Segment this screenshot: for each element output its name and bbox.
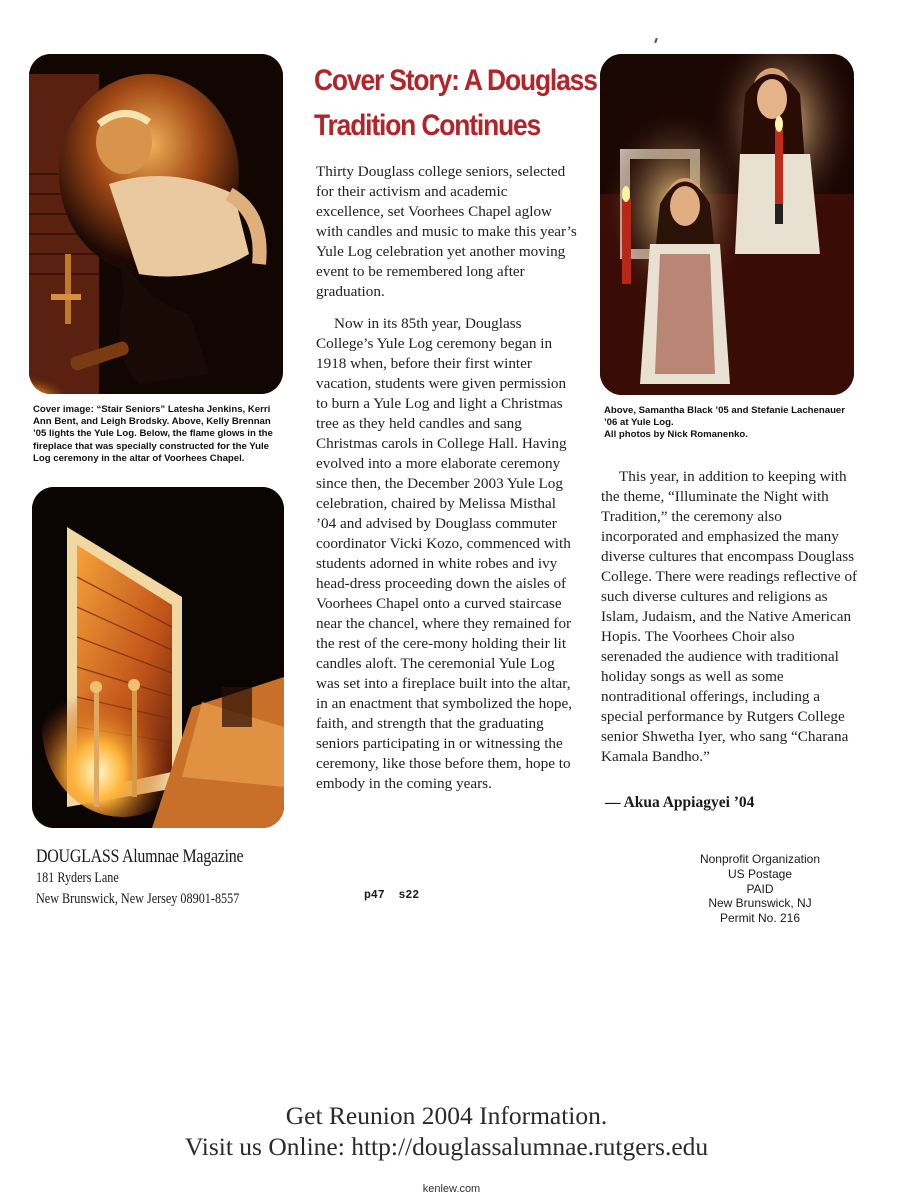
- address-city: New Brunswick, New Jersey 08901-8557: [36, 891, 240, 907]
- article-title-line1: Cover Story: A Douglass: [314, 64, 597, 97]
- postage-line-4: New Brunswick, NJ: [708, 896, 812, 911]
- photo-fireplace-flame: [32, 487, 284, 828]
- article-title-line2: Tradition Continues: [314, 109, 541, 142]
- article-body-middle: [316, 162, 579, 806]
- caption-left-photos: [33, 404, 285, 465]
- return-address: [36, 846, 283, 910]
- print-speck: [654, 38, 658, 43]
- magazine-title: DOUGLASS Alumnae Magazine: [36, 846, 244, 867]
- mailing-code: p47 s22: [364, 889, 420, 902]
- caption-right-line1: Above, Samantha Black ’05 and Stefanie Lachenauer ’06 at Yule Log.: [604, 405, 845, 429]
- promo-line-1: Get Reunion 2004 Information.: [285, 1101, 608, 1130]
- article-byline: — Akua Appiagyei ’04: [605, 794, 755, 811]
- article-paragraph-3: This year, in addition to keeping with the theme, “Illuminate the Night with Tradition,” the ceremony also incorporated and emphasized the many diverse cultures that encompass Douglass College. There were readings reflective of such diverse cultures and religions as Islam, Judaism, and the Native American Hopis. The Voorhees Choir also serenaded the audience with traditional holiday songs as well as some nontraditional offerings, including a special performance by Rutgers College senior Shwetha Iyer, who sang “Charana Kamala Bandho.”: [601, 468, 858, 765]
- postage-line-5: Permit No. 216: [719, 911, 801, 926]
- promo-line-2: Visit us Online: http://douglassalumnae.rutgers.edu: [184, 1132, 709, 1161]
- caption-right-photo: [604, 405, 854, 442]
- photo-students-with-candles: [600, 54, 854, 395]
- footer-site-credit: kenlew.com: [422, 1183, 481, 1195]
- address-street: 181 Ryders Lane: [36, 870, 119, 886]
- article-paragraph-2: Now in its 85th year, Douglass College’s Yule Log ceremony began in 1918 when, before their first winter vacation, students were given permission to burn a Yule Log and light a Christmas tree as they held candles and sang Christmas carols in College Hall. Having evolved into a more elaborate ceremony since then, the December 2003 Yule Log celebration, chaired by Melissa Misthal ’04 and advised by Douglass commuter coordinator Vicki Kozo, commenced with students adorned in white robes and ivy head-dress proceeding down the aisles of Voorhees Chapel onto a curved staircase near the chancel, where they remained for the rest of the cere-mony holding their lit candles aloft. The ceremonial Yule Log was set into a fireplace built into the altar, in an enactment that symbolized the hope, faith, and strength that the graduating seniors participating in or witnessing the ceremony, like those before them, hope to embody in the coming years.: [316, 315, 572, 792]
- postage-line-2: US Postage: [727, 866, 793, 881]
- postage-line-3: PAID: [746, 881, 774, 896]
- article-paragraph-1: Thirty Douglass college seniors, selected for their activism and academic excellence, set Voorhees Chapel aglow with candles and music to make this year’s Yule Log celebration yet another moving event to be remembered long after graduation.: [316, 163, 577, 300]
- caption-right-credit: All photos by Nick Romanenko.: [604, 429, 748, 441]
- postage-indicia: [695, 852, 825, 926]
- photo-lighting-yule-log: [29, 54, 283, 394]
- reunion-promo: [0, 1100, 893, 1162]
- caption-left-text: Cover image: “Stair Seniors” Latesha Jenkins, Kerri Ann Bent, and Leigh Brodsky. Above, Kelly Brennan ’05 lights the Yule Log. Below, the flame glows in the fireplace that was specially constructed for the Yule Log ceremony in the altar of Voorhees Chapel.: [33, 404, 273, 464]
- article-body-right: [601, 467, 859, 779]
- postage-line-1: Nonprofit Organization: [699, 852, 821, 866]
- article-title: [314, 58, 597, 148]
